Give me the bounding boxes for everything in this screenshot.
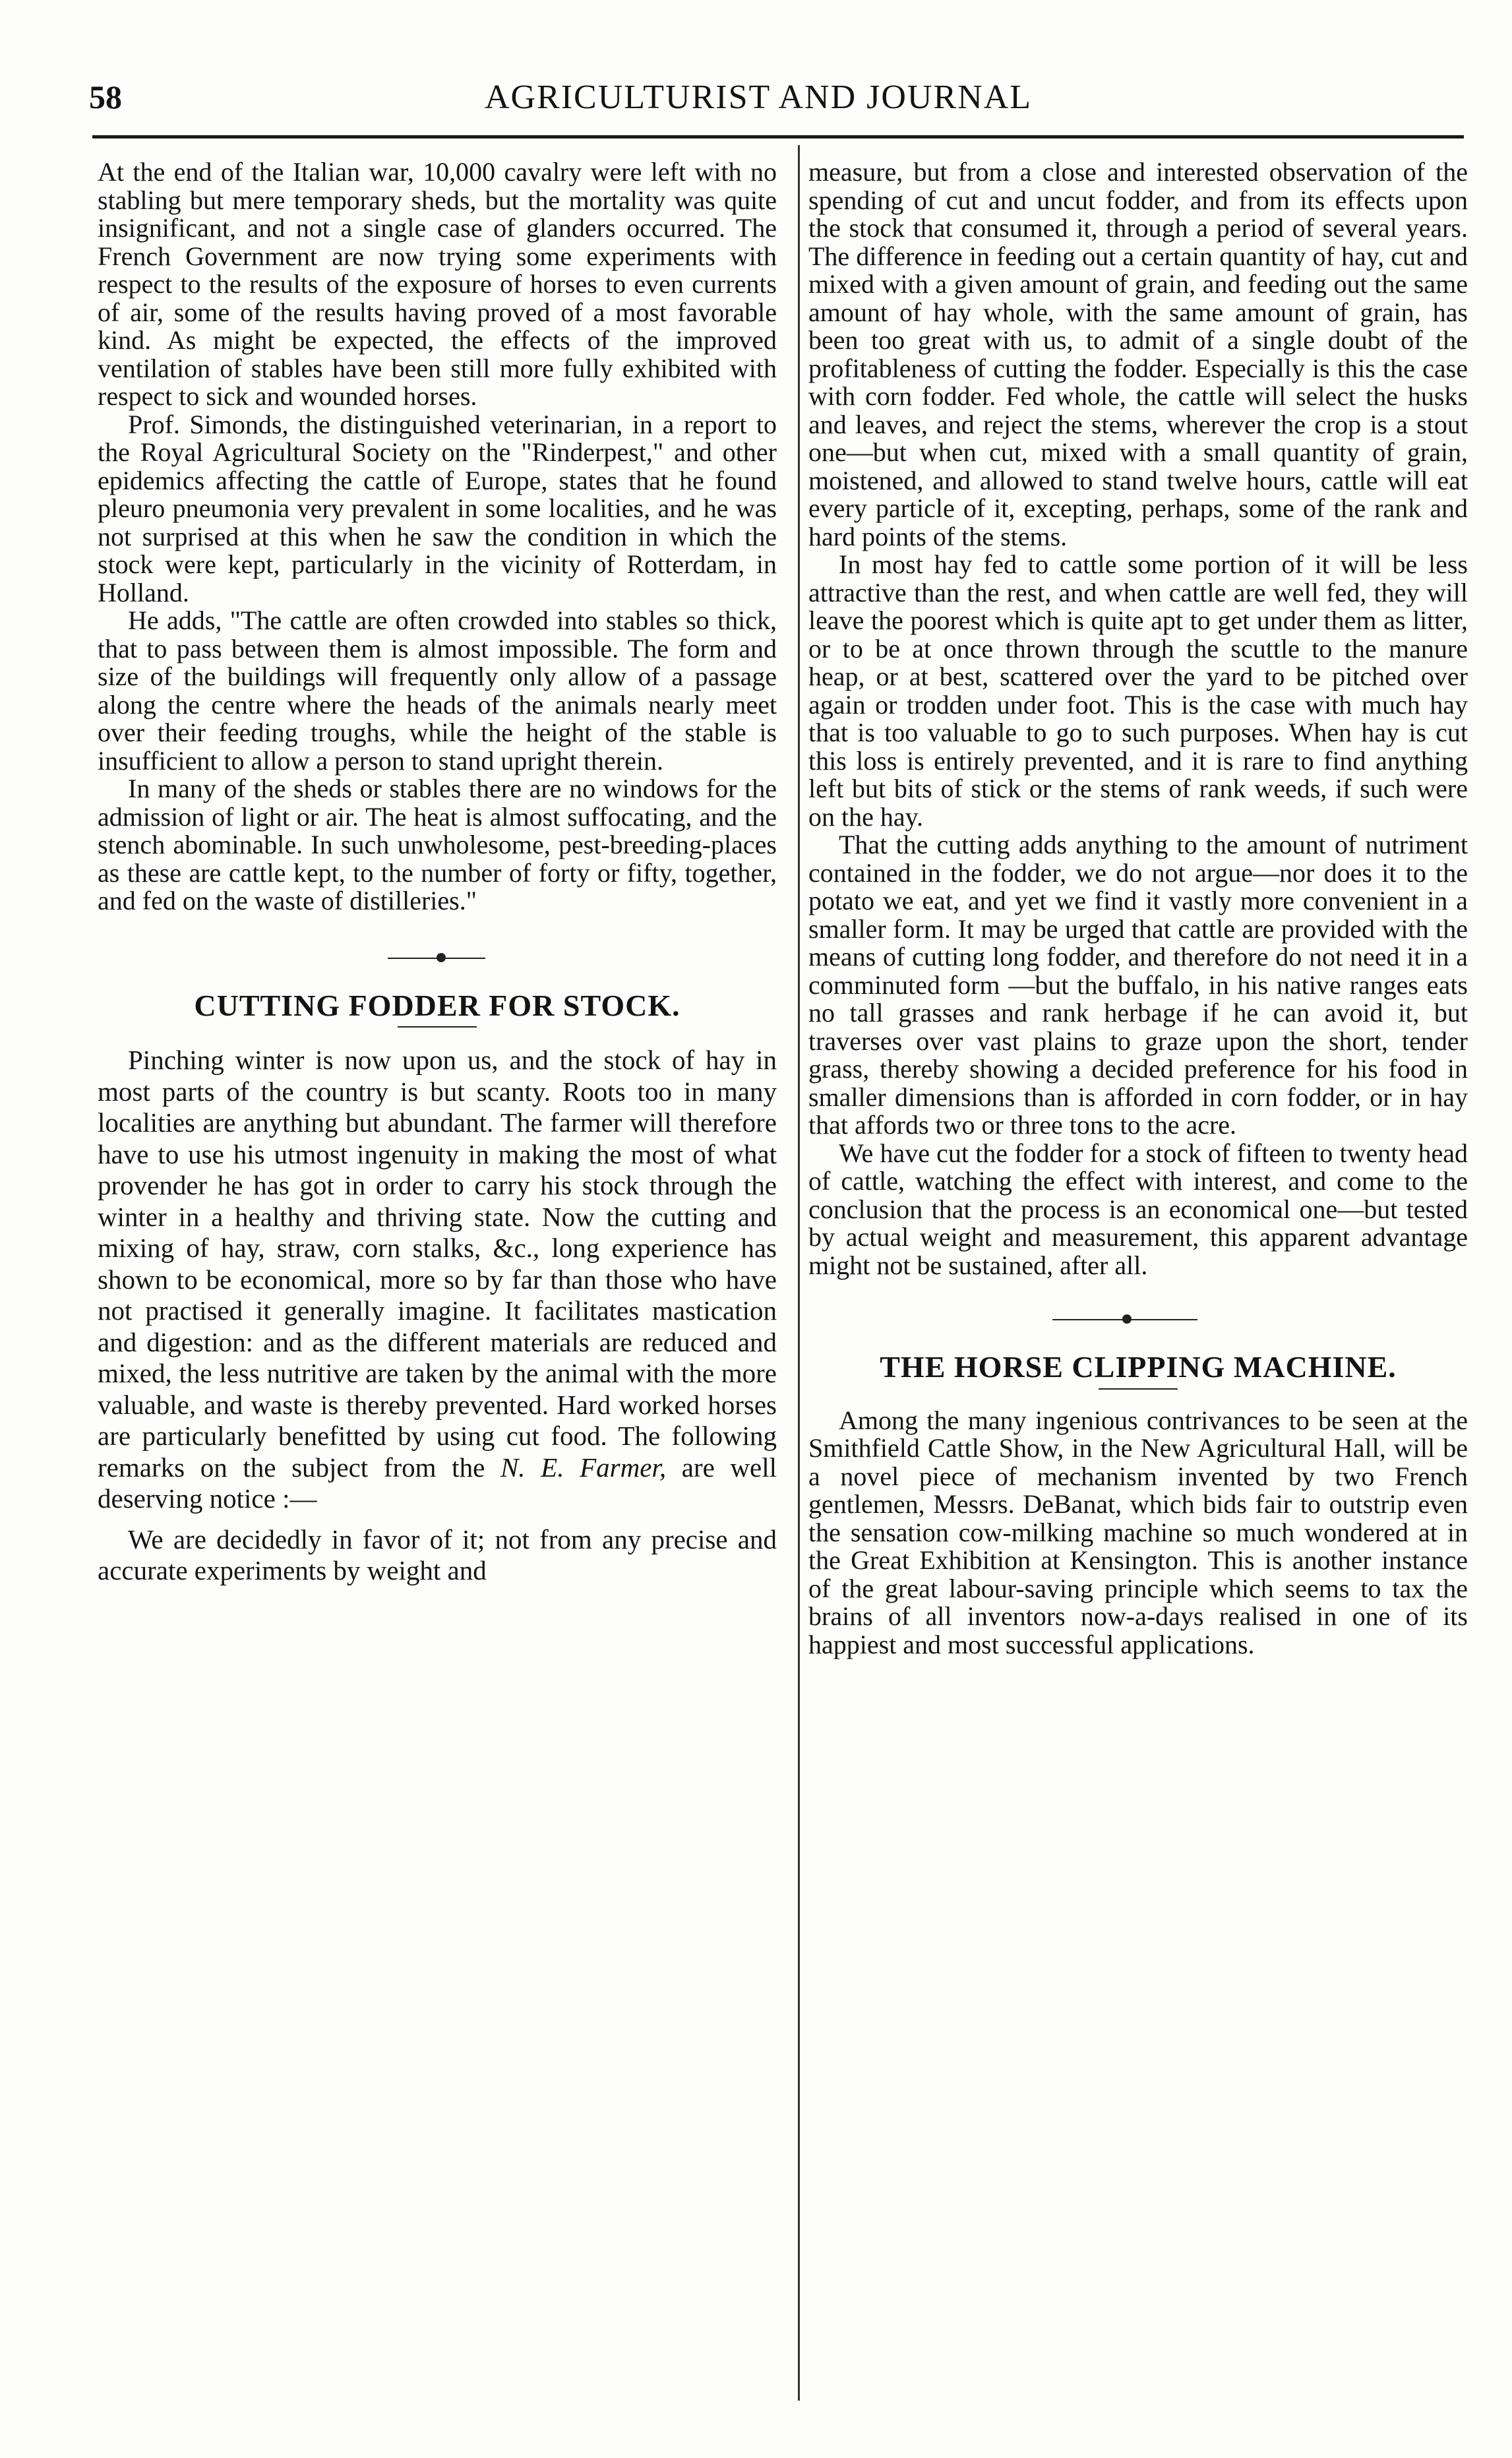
title-underline: [1099, 1388, 1178, 1390]
header-rule: [92, 135, 1464, 138]
paragraph: That the cutting adds anything to the amount of nutriment contained in the fodder, we do not argue—nor does it to the potato we eat, and yet we find it vastly more convenient in a smaller form. It may be urged that cattle are provided with the means of cutting long fodder, and therefore do not need it in a comminuted form —but the buffalo, in his native ranges eats no tall grasses and rank herbage if he can avoid it, but traverses over vast plains to graze upon the short, tender grass, thereby showing a decided preference for his food in smaller dimensions than is afforded in corn fodder, or in hay that affords two or three tons to the acre.: [808, 830, 1468, 1140]
paragraph: We are decidedly in favor of it; not from any precise and accurate experiments by weight and: [98, 1523, 777, 1585]
divider-line-left: [1052, 1319, 1125, 1320]
paragraph: We have cut the fodder for a stock of fifteen to twenty head of cattle, watching the effect with interest, and come to the conclusion that the process is an economical one—but tested by actual weight and measurement, this apparent advantage might not be sustained, after all.: [808, 1138, 1468, 1280]
divider-dot: [1122, 1314, 1132, 1324]
divider-dot: [437, 953, 446, 962]
section-title-cutting-fodder: CUTTING FODDER FOR STOCK.: [194, 988, 680, 1022]
paragraph: At the end of the Italian war, 10,000 cavalry were left with no stabling but mere temporary sheds, but the mortality was quite insignificant, and not a single case of glanders occurred. The French Government are now trying some experiments with respect to the results of the exposure of horses to even currents of air, some of the results having proved of a most favorable kind. As might be expected, the effects of the improved ventilation of stables have been still more fully exhibited with respect to sick and wounded horses.: [98, 157, 777, 411]
page-number: 58: [89, 78, 122, 115]
cutting-fodder-body: [98, 1045, 777, 1587]
source-title: N. E. Farmer,: [500, 1452, 667, 1483]
column-rule: [798, 145, 800, 2401]
paragraph-text: Pinching winter is now upon us, and the stock of hay in most parts of the country is but scanty. Roots too in many localities are anything but abundant. The farmer will therefore have to use his utmost ingenuity in making the most of what provender he has got in order to carry his stock through the winter in a healthy and thriving state. Now the cutting and mixing of hay, straw, corn stalks, &c., long experience has shown to be economical, more so by far than those who have not practised it generally imagine. It facilitates mastication and digestion: and as the different materials are reduced and mixed, the less nutritive are taken by the animal with the more valuable, and waste is thereby prevented. Hard worked horses are particularly benefitted by using cut food. The following remarks on the subject from the: [98, 1045, 777, 1483]
divider-line-right: [446, 958, 485, 959]
paragraph: Prof. Simonds, the distinguished veterinarian, in a report to the Royal Agricultural Society on the "Rinderpest," and other epidemics affecting the cattle of Europe, states that he found pleuro pneumonia very prevalent in some localities, and he was not surprised at this when he saw the condition in which the stock were kept, particularly in the vicinity of Rotterdam, in Holland.: [98, 409, 777, 607]
paragraph: In most hay fed to cattle some portion of it will be less attractive than the rest, and when cattle are well fed, they will leave the poorest which is quite apt to get under them as litter, or to be at once thrown through the scuttle to the manure heap, or at best, scattered over the yard to be pitched over again or trodden under foot. This is the case with much hay that is too valuable to go to such purposes. When hay is cut this loss is entirely prevented, and it is rare to find anything left but bits of stick or the stems of rank weeds, if such were on the hay.: [808, 549, 1468, 832]
paragraph-text: are well deserving notice :—: [98, 1452, 777, 1514]
paragraph: In many of the sheds or stables there are no windows for the admission of light or air. The heat is almost suffocating, and the stench abominable. In such unwholesome, pest-breeding-places as these are cattle kept, to the number of forty or fifty, together, and fed on the waste of distilleries.": [98, 774, 777, 915]
right-column: [808, 158, 1468, 1659]
left-column: [98, 158, 777, 1587]
title-underline: [398, 1026, 477, 1028]
section-divider: [98, 938, 777, 977]
paragraph: Among the many ingenious contrivances to be seen at the Smithfield Cattle Show, in the New Agricultural Hall, will be a novel piece of mechanism invented by two French gentlemen, Messrs. DeBanat, which bids fair to outstrip even the sensation cow-milking machine so much wondered at in the Great Exhibition at Kensington. This is another instance of the great labour-saving principle which seems to tax the brains of all inventors now-a-days realised in one of its happiest and most successful applications.: [808, 1405, 1468, 1659]
section-title-horse-clipping: THE HORSE CLIPPING MACHINE.: [880, 1350, 1397, 1384]
paragraph: measure, but from a close and interested observation of the spending of cut and uncut fodder, and from its effects upon the stock that consumed it, through a period of several years. The difference in feeding out a certain quantity of hay, cut and mixed with a given amount of grain, and feeding out the same amount of hay whole, with the same amount of grain, has been too great with us, to admit of a single doubt of the profitableness of cutting the fodder. Especially is this the case with corn fodder. Fed whole, the cattle will select the husks and leaves, and reject the stems, wherever the crop is a stout one—but when cut, mixed with a small quantity of grain, moistened, and allowed to stand twelve hours, cattle will eat every particle of it, excepting, perhaps, some of the rank and hard points of the stems.: [808, 157, 1468, 551]
page-header: [89, 78, 1428, 124]
section-divider: [808, 1299, 1468, 1339]
paragraph: He adds, "The cattle are often crowded into stables so thick, that to pass between them is almost impossible. The form and size of the buildings will frequently only allow of a passage along the centre where the heads of the animals nearly meet over their feeding troughs, while the height of the stable is insufficient to allow a person to stand upright therein.: [98, 605, 777, 776]
paragraph: [98, 1045, 777, 1515]
running-head: AGRICULTURIST AND JOURNAL: [484, 78, 1033, 116]
divider-line-left: [388, 958, 440, 959]
divider-line-right: [1132, 1319, 1197, 1320]
